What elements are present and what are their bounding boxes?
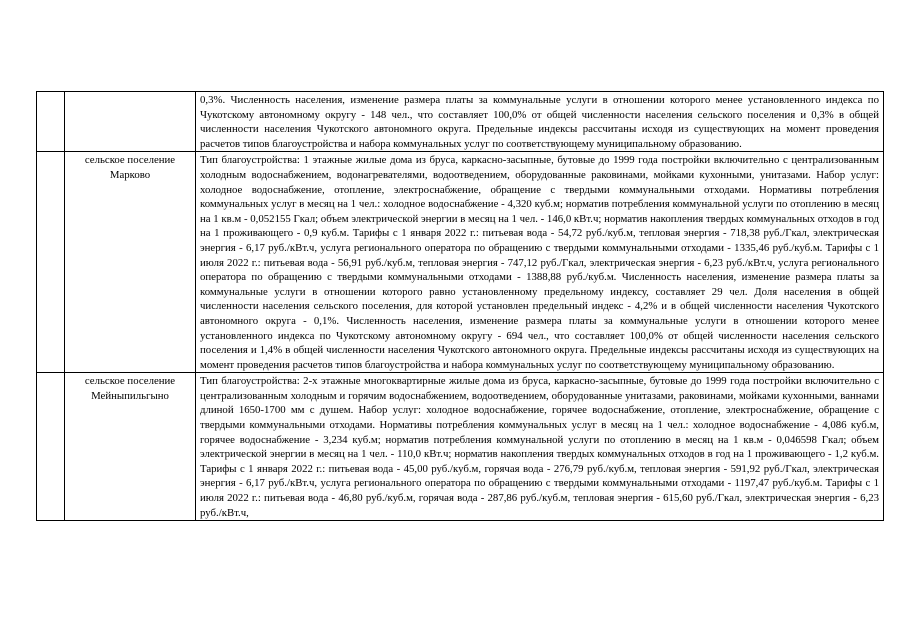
municipality-cell: сельское поселение Марково — [65, 152, 196, 373]
table-row — [37, 373, 884, 521]
limit-index-table — [36, 91, 884, 521]
row-number-cell — [37, 152, 65, 373]
description-cell: 0,3%. Численность населения, изменение размера платы за коммунальные услуги в отношении которого менее установленного индекса по Чукотскому автономному округу - 148 чел., что составляет 100,0% от общей численности населения сельского поселения и 0,3% в общей численности населения Чукотского автономного округа. Предельные индексы рассчитаны исходя из существующих на момент проведения расчетов типов благоустройства и набора коммунальных услуг по соответствующему муниципальному образованию. — [196, 92, 884, 152]
description-cell: Тип благоустройства: 1 этажные жилые дома из бруса, каркасно-засыпные, бутовые до 1999 года постройки включительно с централизованным холодным водоснабжением, водонагревателями, водоотведением, оборудованные раковинами, мойками кухонными, унитазами. Набор услуг: холодное водоснабжение, отопление, электроснабжение, обращение с твердыми коммунальными отходами. Нормативы потребления коммунальных услуг в месяц на 1 чел.: холодное водоснабжение - 4,320 куб.м; норматив потребления коммунальной услуги по отоплению в месяц на 1 кв.м - 0,052155 Гкал; объем электрической энергии в месяц на 1 чел. - 146,0 кВт.ч; норматив накопления твердых коммунальных отходов в год на 1 проживающего - 0,9 куб.м. Тарифы с 1 января 2022 г.: питьевая вода - 54,72 руб./куб.м, тепловая энергия - 718,38 руб./Гкал, электрическая энергия - 6,17 руб./кВт.ч, услуга регионального оператора по обращению с твердыми коммунальными отходами - 1335,46 руб./куб.м. Тарифы с 1 июля 2022 г.: питьевая вода - 56,91 руб./куб.м, тепловая энергия - 747,12 руб./Гкал, электрическая энергия - 6,23 руб./кВт.ч, услуга регионального оператора по обращению с твердыми коммунальными отходами - 1388,88 руб./куб.м. Численность населения, изменение размера платы за коммунальные услуги в отношении которого равно установленному предельному индексу, составляет 29 чел. Доля населения в общей численности населения сельского поселения, для которой установлен предельный индекс - 4,2% и в общей численности населения Чукотского автономного округа - 0,1%. Численность населения, изменение размера платы за коммунальные услуги в отношении которого менее установленного индекса по Чукотскому автономному округу - 694 чел., что составляет 100,0% от общей численности населения сельского поселения и 1,4% в общей численности населения Чукотского автономного округа. Предельные индексы рассчитаны исходя из существующих на момент проведения расчетов типов благоустройства и набора коммунальных услуг по соответствующему муниципальному образованию. — [196, 152, 884, 373]
municipality-cell: сельское поселение Мейныпильгыно — [65, 373, 196, 521]
description-cell: Тип благоустройства: 2-х этажные многоквартирные жилые дома из бруса, каркасно-засыпные, бутовые до 1999 года постройки включительно с централизованным холодным и горячим водоснабжением, водоотведением, оборудованные унитазами, раковинами, мойками кухонными, ваннами длиной 1650-1700 мм с душем. Набор услуг: холодное водоснабжение, горячее водоснабжение, отопление, электроснабжение, обращение с твердыми коммунальными отходами. Нормативы потребления коммунальных услуг в месяц на 1 чел.: холодное водоснабжение - 4,086 куб.м, горячее водоснабжение - 3,234 куб.м; норматив потребления коммунальной услуги по отоплению в месяц на 1 кв.м - 0,046598 Гкал; объем электрической энергии в месяц на 1 чел. - 110,0 кВт.ч; норматив накопления твердых коммунальных отходов в год на 1 проживающего - 1,2 куб.м. Тарифы с 1 января 2022 г.: питьевая вода - 45,00 руб./куб.м, горячая вода - 276,79 руб./куб.м, тепловая энергия - 591,92 руб./Гкал, электрическая энергия - 6,17 руб./кВт.ч, услуга регионального оператора по обращению с твердыми коммунальными отходами - 1197,47 руб./куб.м. Тарифы с 1 июля 2022 г.: питьевая вода - 46,80 руб./куб.м, горячая вода - 287,86 руб./куб.м, тепловая энергия - 615,60 руб./Гкал, электрическая энергия - 6,23 руб./кВт.ч, — [196, 373, 884, 521]
row-number-cell — [37, 92, 65, 152]
row-number-cell — [37, 373, 65, 521]
table-row — [37, 152, 884, 373]
table-row — [37, 92, 884, 152]
municipality-cell — [65, 92, 196, 152]
document-page — [36, 91, 884, 521]
